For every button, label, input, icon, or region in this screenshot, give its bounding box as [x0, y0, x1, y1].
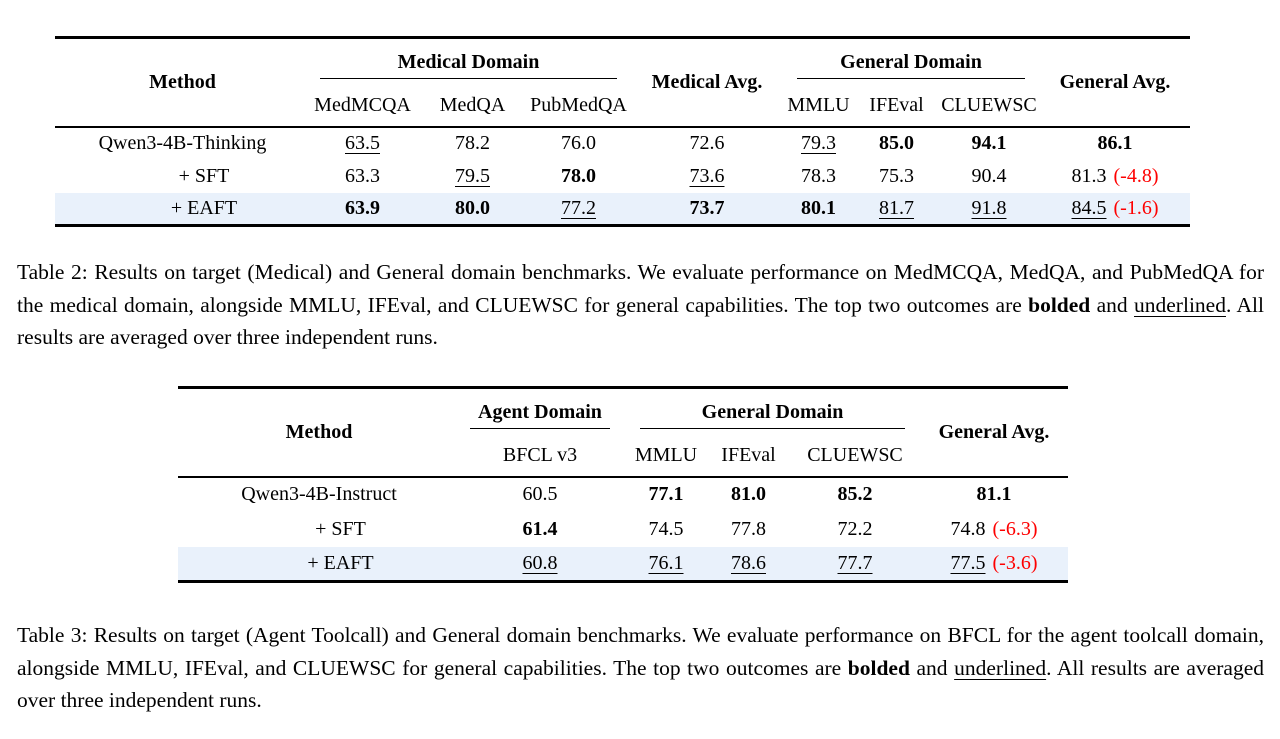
score-cell: [790, 547, 920, 582]
score-cell: [855, 160, 938, 193]
score-value: 81.0: [731, 483, 766, 505]
score-cell: [455, 547, 625, 582]
method-cell: + EAFT: [178, 547, 455, 582]
group-rule: [470, 428, 610, 429]
group-label-general: General Domain: [701, 401, 844, 424]
score-value: 81.7: [879, 196, 914, 219]
score-value: 77.1: [648, 483, 684, 505]
score-cell: [938, 160, 1040, 193]
delta-value: (-4.8): [1113, 164, 1159, 187]
score-value: 60.5: [522, 483, 558, 505]
score-cell: [790, 512, 920, 547]
score-cell: [1040, 160, 1190, 193]
score-value: 78.6: [731, 551, 766, 574]
table3-agent-results: [178, 386, 1068, 583]
score-value: 79.3: [801, 132, 836, 154]
caption-text: . All results are averaged over three independent runs.: [17, 292, 1264, 349]
score-value: 74.8: [950, 517, 986, 540]
medical-domain-group-header: [305, 38, 632, 85]
score-cell: [632, 127, 782, 160]
col-header-medmcqa: MedMCQA: [305, 85, 420, 127]
score-value: 75.3: [879, 164, 914, 187]
score-value: 63.5: [345, 132, 380, 154]
score-value: 85.0: [879, 132, 914, 154]
col-header-ifeval: IFEval: [855, 85, 938, 127]
caption-underline-word: underlined: [954, 655, 1047, 680]
table3: [178, 386, 1068, 583]
table-row-highlighted: [55, 193, 1190, 226]
score-cell: [625, 512, 707, 547]
group-label-medical: Medical Domain: [397, 51, 540, 74]
score-value: 90.4: [971, 164, 1007, 187]
score-cell: [707, 547, 790, 582]
general-avg-header: General Avg.: [920, 388, 1068, 477]
score-value: 72.2: [837, 517, 873, 540]
score-value: 81.3: [1071, 164, 1107, 187]
score-cell: [1040, 193, 1190, 226]
group-rule: [320, 78, 617, 79]
col-header-bfcl-v3: BFCL v3: [455, 435, 625, 477]
caption-underline-word: underlined: [1134, 292, 1226, 317]
score-cell: [920, 512, 1068, 547]
score-value: 91.8: [971, 196, 1007, 219]
caption-text: Table 2: Results on target (Medical) and General domain benchmarks. We evaluate performance on MedMCQA, MedQA, and PubMedQA for the medical domain, alongside MMLU, IFEval, and CLUEWSC for general capabilities. The top two outcomes are: [17, 260, 1264, 317]
score-cell: [625, 547, 707, 582]
score-value: 77.2: [561, 196, 596, 219]
score-value: 86.1: [1097, 132, 1133, 154]
table2-caption: [17, 256, 1264, 354]
table3-caption: [17, 619, 1264, 717]
score-cell: [525, 160, 632, 193]
score-cell: [938, 193, 1040, 226]
table-row: [178, 512, 1068, 547]
score-value: 80.1: [801, 196, 836, 219]
caption-bold-word: bolded: [1028, 292, 1091, 317]
table-row: [55, 160, 1190, 193]
score-cell: [920, 477, 1068, 512]
method-cell: + EAFT: [55, 193, 305, 226]
delta-value: (-1.6): [1113, 196, 1159, 219]
caption-text: . All results are averaged over three independent runs.: [17, 655, 1265, 712]
col-header-medqa: MedQA: [420, 85, 525, 127]
score-value: 63.9: [345, 196, 380, 219]
score-value: 76.0: [561, 132, 596, 154]
score-cell: [855, 127, 938, 160]
table-row-highlighted: [178, 547, 1068, 582]
score-cell: [920, 547, 1068, 582]
method-cell: Qwen3-4B-Thinking: [98, 132, 267, 154]
group-rule: [640, 428, 905, 429]
score-cell: [790, 477, 920, 512]
score-cell: [855, 193, 938, 226]
score-cell: [707, 477, 790, 512]
score-value: 84.5: [1071, 196, 1107, 219]
score-cell: [782, 127, 855, 160]
score-cell: [1040, 127, 1190, 160]
score-cell: [938, 127, 1040, 160]
method-column-header: Method: [55, 38, 305, 127]
table2: [55, 36, 1190, 227]
col-header-ifeval: IFEval: [707, 435, 790, 477]
table-row: [178, 477, 1068, 512]
score-cell: [420, 160, 525, 193]
score-value: 60.8: [522, 551, 558, 574]
group-label-general: General Domain: [840, 51, 982, 74]
score-cell: [455, 477, 625, 512]
col-header-mmlu: MMLU: [625, 435, 707, 477]
score-cell: [305, 193, 420, 226]
col-header-cluewsc: CLUEWSC: [790, 435, 920, 477]
col-header-cluewsc: CLUEWSC: [938, 85, 1040, 127]
method-cell: + SFT: [315, 517, 366, 540]
score-value: 72.6: [689, 132, 725, 154]
score-value: 74.5: [648, 517, 684, 540]
score-cell: [305, 127, 420, 160]
score-cell: [632, 193, 782, 226]
delta-value: (-3.6): [992, 551, 1038, 574]
score-value: 79.5: [455, 164, 490, 187]
score-value: 63.3: [345, 164, 380, 187]
score-cell: [420, 127, 525, 160]
general-domain-group-header: [782, 38, 1040, 85]
delta-value: (-6.3): [992, 517, 1038, 540]
score-cell: [782, 160, 855, 193]
score-cell: [632, 160, 782, 193]
caption-text: Table 3: Results on target (Agent Toolcall) and General domain benchmarks. We evaluate performance on BFCL for the agent toolcall domain, alongside MMLU, IFEval, and CLUEWSC for general capabilities. The top two outcomes are: [17, 623, 1264, 680]
table2-medical-results: [55, 36, 1190, 227]
score-value: 78.0: [561, 164, 596, 187]
group-rule: [797, 78, 1025, 79]
method-cell: + SFT: [178, 164, 230, 187]
method-cell: Qwen3-4B-Instruct: [241, 483, 397, 505]
score-value: 77.8: [731, 517, 766, 540]
score-value: 80.0: [455, 196, 490, 219]
score-cell: [525, 127, 632, 160]
score-cell: [625, 477, 707, 512]
col-header-mmlu: MMLU: [782, 85, 855, 127]
score-value: 94.1: [971, 132, 1007, 154]
caption-text: and: [1090, 292, 1135, 317]
score-cell: [420, 193, 525, 226]
score-value: 73.6: [689, 164, 725, 187]
score-cell: [305, 160, 420, 193]
col-header-pubmedqa: PubMedQA: [525, 85, 632, 127]
score-value: 81.1: [976, 483, 1012, 505]
score-value: 85.2: [837, 483, 873, 505]
score-value: 78.2: [455, 132, 490, 154]
group-label-agent: Agent Domain: [478, 401, 602, 424]
score-value: 77.5: [950, 551, 986, 574]
score-value: 78.3: [801, 164, 836, 187]
general-avg-header: General Avg.: [1040, 38, 1190, 127]
table-row: [55, 127, 1190, 160]
score-cell: [455, 512, 625, 547]
method-column-header: Method: [178, 388, 455, 477]
caption-bold-word: bolded: [847, 655, 910, 680]
score-cell: [525, 193, 632, 226]
general-domain-group-header: [625, 388, 920, 435]
medical-avg-header: Medical Avg.: [632, 38, 782, 127]
score-value: 76.1: [648, 551, 684, 574]
score-value: 73.7: [689, 196, 725, 219]
agent-domain-group-header: [455, 388, 625, 435]
score-cell: [782, 193, 855, 226]
score-cell: [707, 512, 790, 547]
caption-text: and: [909, 655, 955, 680]
score-value: 61.4: [522, 517, 558, 540]
score-value: 77.7: [837, 551, 873, 574]
